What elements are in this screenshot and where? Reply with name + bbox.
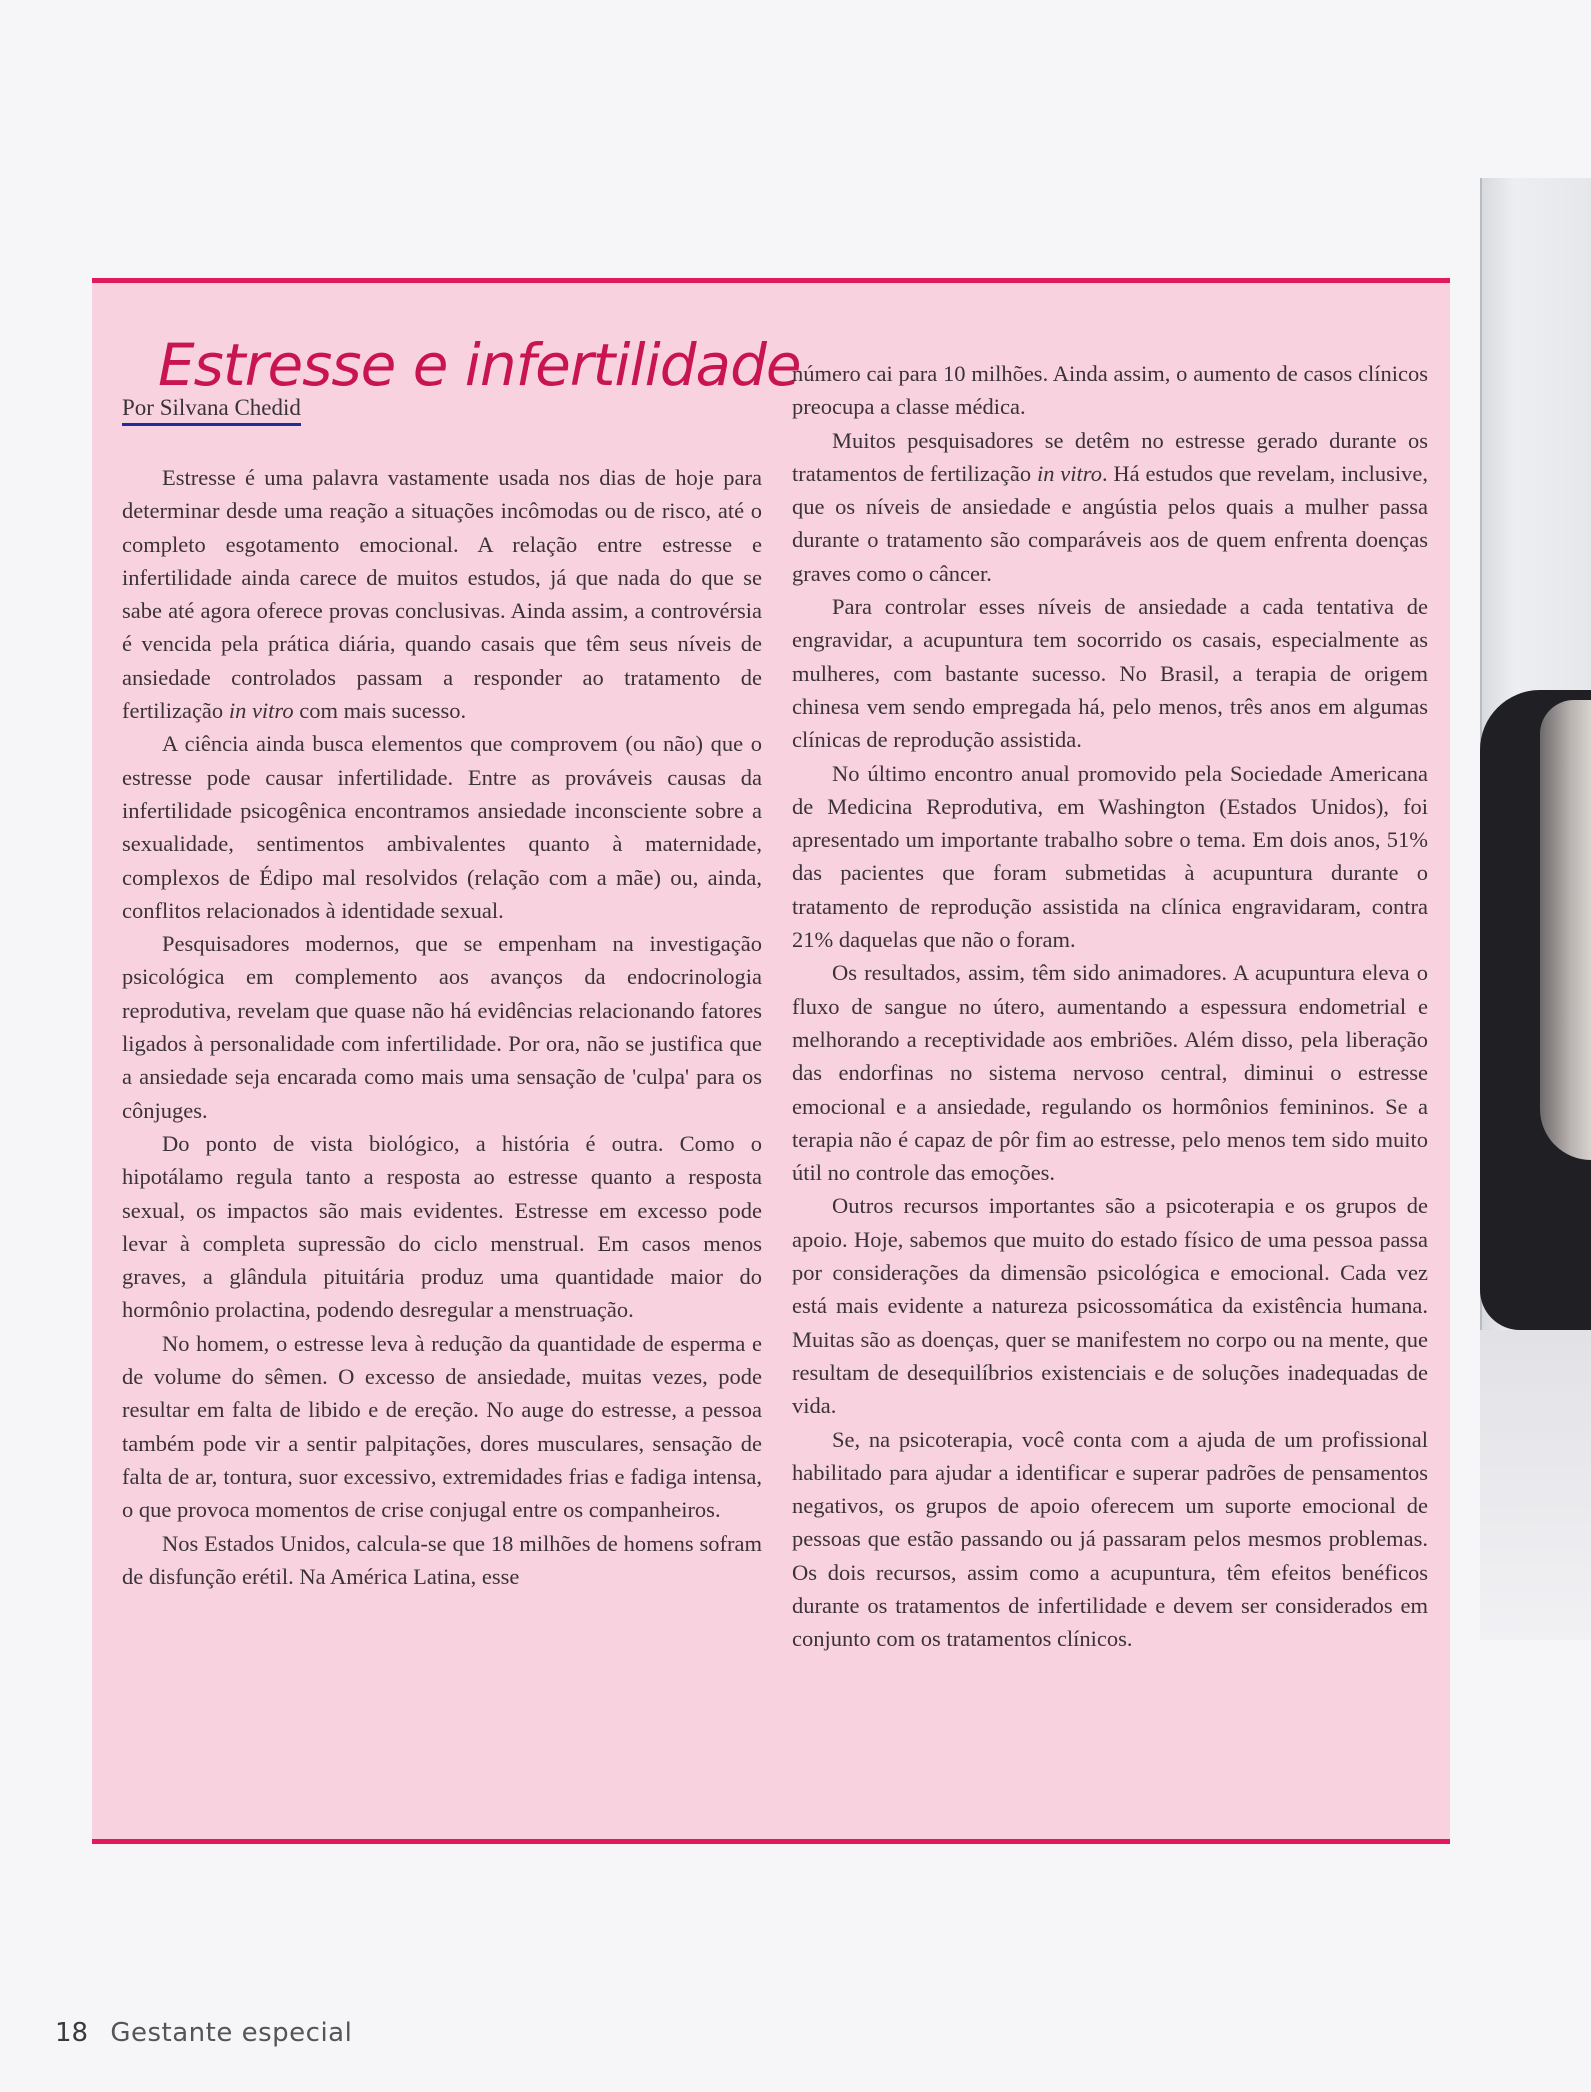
paragraph [122,1527,762,1594]
paragraph-text: No último encontro anual promovido pela Sociedade Americana de Medicina Reprodutiva, em Washington (Estados Unidos), foi apresentado um importante trabalho sobre o tema. Em dois anos, 51% das pacientes que foram submetidas à acupuntura durante o tratamento de reprodução assistida na clínica engravidaram, contra 21% daquelas que não o foram. [792,760,1428,953]
page-number: 18 [55,2018,89,2048]
paragraph [122,927,762,1127]
paragraph-text: Outros recursos importantes são a psicoterapia e os grupos de apoio. Hoje, sabemos que muito do estado físico de uma pessoa passa por considerações da dimensão psicológica e emocional. Cada vez está mais evidente a natureza psicossomática da existência humana. Muitas são as doenças, quer se manifestem no corpo ou na mente, que resultam de desequilíbrios existenciais e de soluções inadequadas de vida. [792,1193,1428,1419]
paragraph-text: Pesquisadores modernos, que se empenham na investigação psicológica em complemento aos avanços da endocrinologia reprodutiva, revelam que quase não há evidências relacionando fatores ligados à personalidade com infertilidade. Por ora, não se justifica que a ansiedade seja encarada como mais uma sensação de 'culpa' para os cônjuges. [122,931,762,1123]
paragraph [792,757,1428,957]
paragraph [122,461,762,727]
article-title: Estresse e infertilidade [158,331,801,399]
paragraph [792,424,1428,590]
paragraph-text: Os resultados, assim, têm sido animadores. A acupuntura eleva o fluxo de sangue no útero, aumentando a espessura endometrial e melhorando a receptividade aos embriões. Além disso, pela liberação das endorfinas no sistema nervoso central, diminui o estresse emocional e a ansiedade, regulando os hormônios femininos. Se a terapia não é capaz de pôr fim ao estresse, pelo menos tem sido muito útil no controle das emoções. [792,960,1428,1186]
article-box [92,278,1450,1844]
paragraph [792,357,1428,424]
side-photo-arm [1540,700,1591,1160]
paragraph [122,1127,762,1327]
paragraph [792,956,1428,1189]
article-byline: Por Silvana Chedid [122,395,301,426]
paragraph-text: Muitos pesquisadores se detêm no estresse gerado durante os tratamentos de fertilização [792,427,1428,486]
magazine-name: Gestante especial [110,2018,353,2048]
paragraph-text: No homem, o estresse leva à redução da quantidade de esperma e de volume do sêmen. O excesso de ansiedade, muitas vezes, pode resultar em falta de libido e de ereção. No auge do estresse, a pessoa também pode vir a sentir palpitações, dores musculares, sensação de falta de ar, tontura, suor excessivo, extremidades frias e fadiga intensa, o que provoca momentos de crise conjugal entre os companheiros. [122,1330,762,1523]
italic-term: in vitro [1036,460,1102,486]
paragraph-text: Para controlar esses níveis de ansiedade a cada tentativa de engravidar, a acupuntura tem socorrido os casais, especialmente as mulheres, com bastante sucesso. No Brasil, a terapia de origem chinesa vem sendo empregada há, pelo menos, três anos em algumas clínicas de reprodução assistida. [792,594,1428,753]
paragraph [122,1327,762,1527]
italic-term: in vitro [228,698,294,724]
paragraph-text: Do ponto de vista biológico, a história é outra. Como o hipotálamo regula tanto a resposta ao estresse quanto a resposta sexual, os impactos são mais evidentes. Estresse em excesso pode levar à completa supressão do ciclo menstrual. Em casos menos graves, a glândula pituitária produz uma quantidade maior do hormônio prolactina, podendo desregular a menstruação. [122,1130,762,1323]
paragraph-text: Estresse é uma palavra vastamente usada nos dias de hoje para determinar desde uma reação a situações incômodas ou de risco, até o completo esgotamento emocional. A relação entre estresse e infertilidade ainda carece de muitos estudos, já que nada do que se sabe até agora oferece provas conclusivas. Ainda assim, a controvérsia é vencida pela prática diária, quando casais que têm seus níveis de ansiedade controlados passam a responder ao tratamento de fertilização [122,465,762,724]
paragraph-text: . Há estudos que revelam, inclusive, que os níveis de ansiedade e angústia pelos quais a mulher passa durante o tratamento são comparáveis aos de quem enfrenta doenças graves como o câncer. [792,460,1428,586]
paragraph-text: Se, na psicoterapia, você conta com a ajuda de um profissional habilitado para ajudar a identificar e superar padrões de pensamentos negativos, os grupos de apoio oferecem um suporte emocional de pessoas que estão passando ou já passaram pelos mesmos problemas. Os dois recursos, assim como a acupuntura, têm efeitos benéficos durante os tratamentos de infertilidade e devem ser considerados em conjunto com os tratamentos clínicos. [792,1426,1428,1652]
paragraph [792,1423,1428,1656]
paragraph [122,727,762,927]
paragraph-text: com mais sucesso. [293,698,467,724]
page-footer [55,2018,352,2048]
paragraph-text: A ciência ainda busca elementos que comprovem (ou não) que o estresse pode causar infertilidade. Entre as prováveis causas da infertilidade psicogênica encontramos ansiedade inconsciente sobre a sexualidade, sentimentos ambivalentes quanto à maternidade, complexos de Édipo mal resolvidos (relação com a mãe) ou, ainda, conflitos relacionados à identidade sexual. [122,731,762,923]
paragraph [792,590,1428,756]
paragraph-text: Nos Estados Unidos, calcula-se que 18 milhões de homens sofram de disfunção erétil. Na América Latina, esse [122,1530,762,1589]
paragraph [792,1189,1428,1422]
right-column [792,357,1428,1656]
left-column [122,461,762,1593]
paragraph-text: número cai para 10 milhões. Ainda assim, o aumento de casos clínicos preocupa a classe médica. [792,361,1428,420]
side-photo-lower [1480,1330,1591,1640]
